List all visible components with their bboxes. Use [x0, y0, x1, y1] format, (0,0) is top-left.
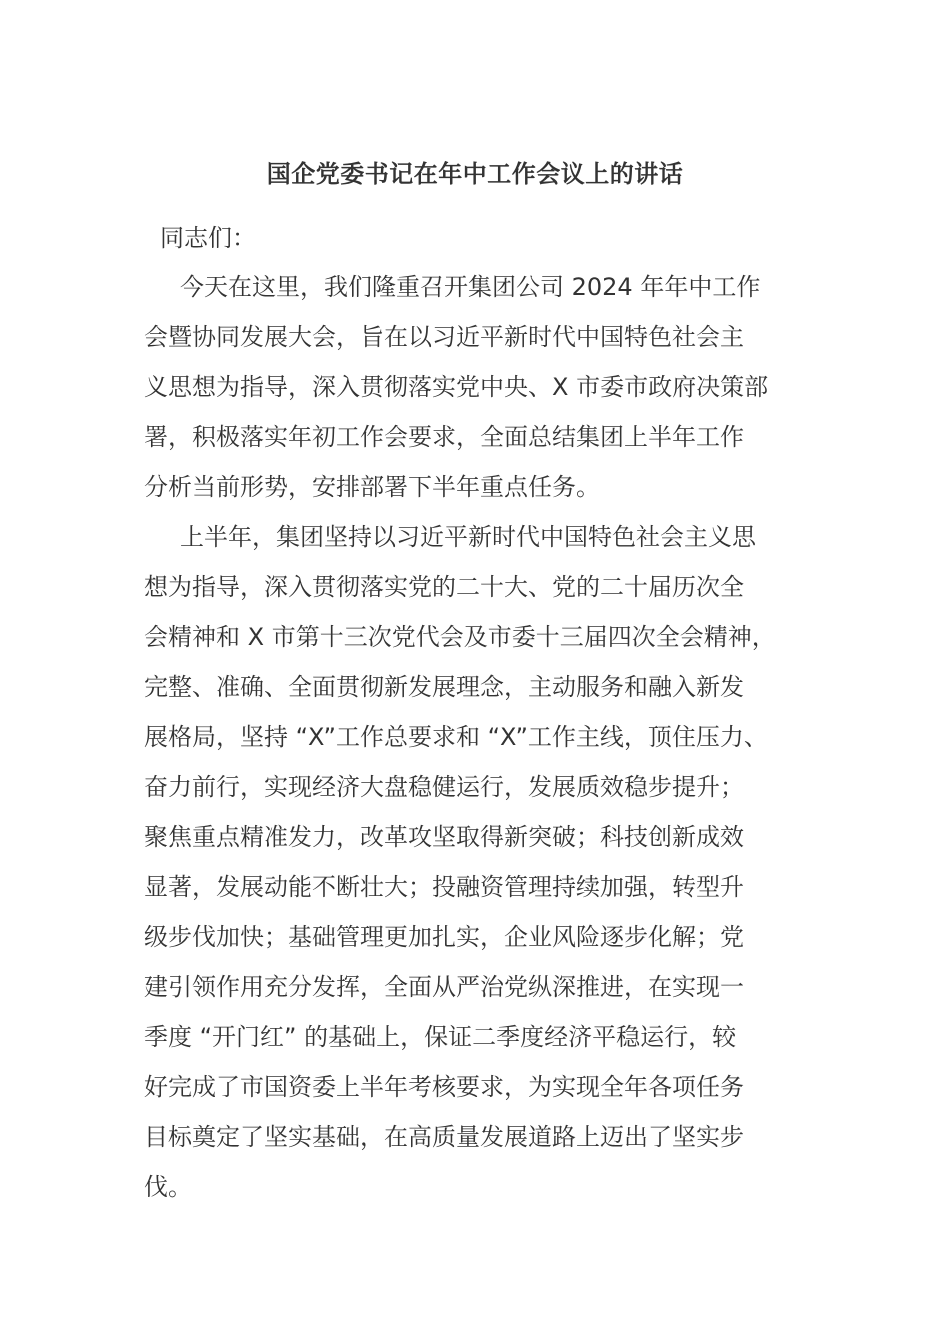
paragraph-line: 署，积极落实年初工作会要求，全面总结集团上半年工作: [144, 423, 744, 451]
paragraph-line: 义思想为指导，深入贯彻落实党中央、X 市委市政府决策部: [144, 373, 769, 401]
paragraph-line: 建引领作用充分发挥，全面从严治党纵深推进，在实现一: [144, 973, 744, 1001]
paragraph-line: 会暨协同发展大会，旨在以习近平新时代中国特色社会主: [144, 323, 744, 351]
paragraph-line: 上半年，集团坚持以习近平新时代中国特色社会主义思: [180, 523, 756, 551]
paragraph-line: 奋力前行，实现经济大盘稳健运行，发展质效稳步提升；: [144, 773, 744, 801]
paragraph-line: 完整、准确、全面贯彻新发展理念，主动服务和融入新发: [144, 673, 744, 701]
paragraph-line: 想为指导，深入贯彻落实党的二十大、党的二十届历次全: [144, 573, 744, 601]
paragraph-line: 目标奠定了坚实基础，在高质量发展道路上迈出了坚实步: [144, 1123, 744, 1151]
paragraph-line: 季度 “开门红” 的基础上，保证二季度经济平稳运行，较: [144, 1023, 737, 1051]
paragraph-line: 显著，发展动能不断壮大；投融资管理持续加强，转型升: [144, 873, 744, 901]
paragraph-line: 聚焦重点精准发力，改革攻坚取得新突破；科技创新成效: [144, 823, 744, 851]
paragraph-line: 会精神和 X 市第十三次党代会及市委十三届四次全会精神，: [144, 623, 776, 651]
paragraph-2: [144, 512, 824, 1212]
paragraph-line: 展格局，坚持 “X”工作总要求和 “X”工作主线，顶住压力、: [144, 723, 768, 751]
paragraph-1: [144, 262, 824, 512]
salutation: 同志们：: [160, 224, 256, 252]
paragraph-line: 今天在这里，我们隆重召开集团公司 2024 年年中工作: [180, 273, 761, 301]
paragraph-line: 伐。: [144, 1173, 192, 1201]
paragraph-line: 分析当前形势，安排部署下半年重点任务。: [144, 473, 600, 501]
paragraph-line: 级步伐加快；基础管理更加扎实，企业风险逐步化解；党: [144, 923, 744, 951]
document-title: 国企党委书记在年中工作会议上的讲话: [266, 160, 684, 188]
paragraph-line: 好完成了市国资委上半年考核要求，为实现全年各项任务: [144, 1073, 744, 1101]
